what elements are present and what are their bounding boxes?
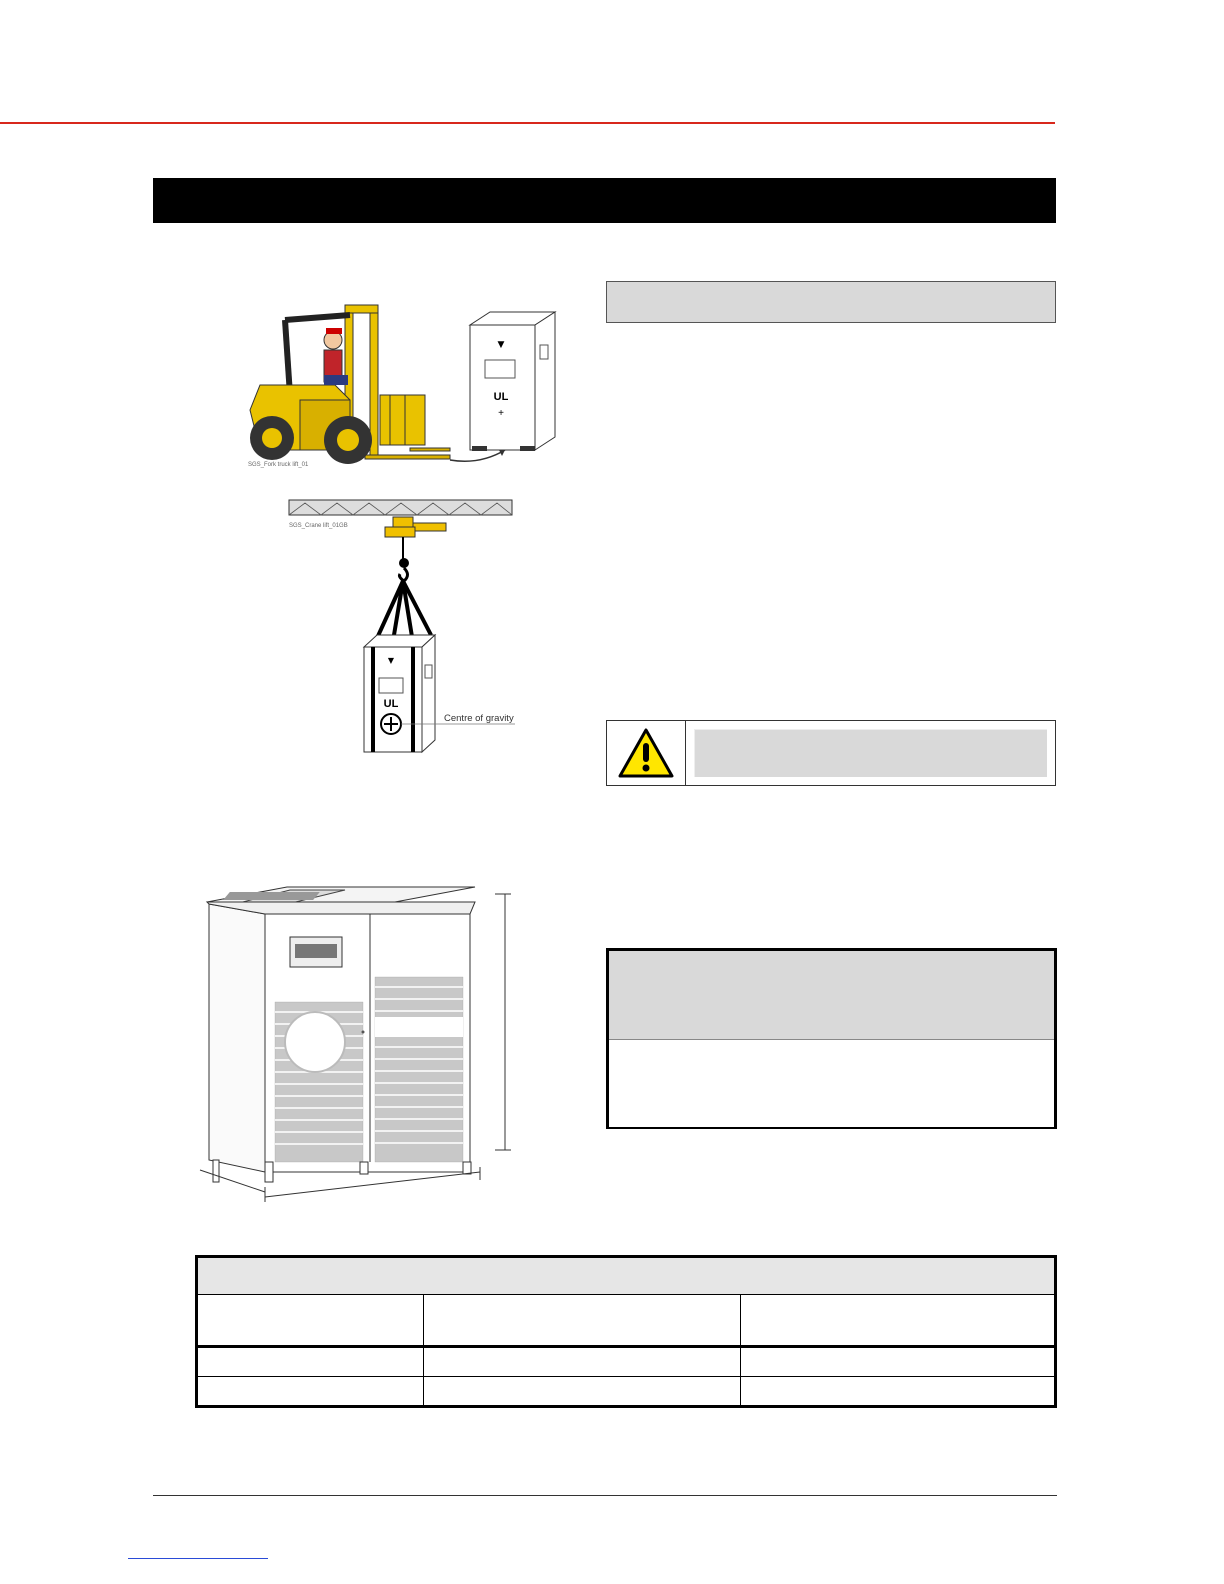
table-header-cell (424, 1295, 741, 1347)
table-cell (424, 1347, 741, 1377)
footer-link-underline[interactable] (128, 1558, 268, 1559)
table-cell (197, 1347, 424, 1377)
svg-text:▼: ▼ (497, 340, 505, 350)
svg-text:▼: ▼ (387, 656, 395, 665)
table-cell (741, 1377, 1056, 1407)
cabinet-label-crane: UL (383, 698, 399, 710)
header-rule (0, 122, 1055, 124)
table-header-cell (741, 1295, 1056, 1347)
centre-of-gravity-label: Centre of gravity (444, 713, 514, 724)
table-row (197, 1377, 1056, 1407)
table-cell (197, 1377, 424, 1407)
warning-icon (617, 727, 675, 779)
info-box (606, 948, 1057, 1129)
footer-rule (153, 1495, 1057, 1496)
section-title-bar (153, 178, 1056, 223)
table-cell (741, 1347, 1056, 1377)
cabinet-label: UL (493, 391, 509, 403)
warning-text-cell (694, 729, 1047, 777)
table-title (197, 1257, 1056, 1295)
crane-caption: SGS_Crane lift_01GB (289, 523, 348, 529)
note-box (606, 281, 1056, 323)
dimensions-table (195, 1255, 1057, 1408)
svg-text:+: + (498, 408, 504, 419)
crane-lift-illustration (285, 495, 525, 760)
warning-box (606, 720, 1056, 786)
table-row (197, 1347, 1056, 1377)
info-box-heading (609, 951, 1054, 1040)
table-header-cell (197, 1295, 424, 1347)
table-cell (424, 1377, 741, 1407)
forklift-caption: SGS_Fork truck lift_01 (248, 462, 309, 468)
warning-icon-cell (607, 721, 686, 785)
ups-cabinet-illustration (195, 862, 525, 1207)
forklift-illustration (240, 300, 560, 475)
info-box-body (609, 1040, 1054, 1127)
